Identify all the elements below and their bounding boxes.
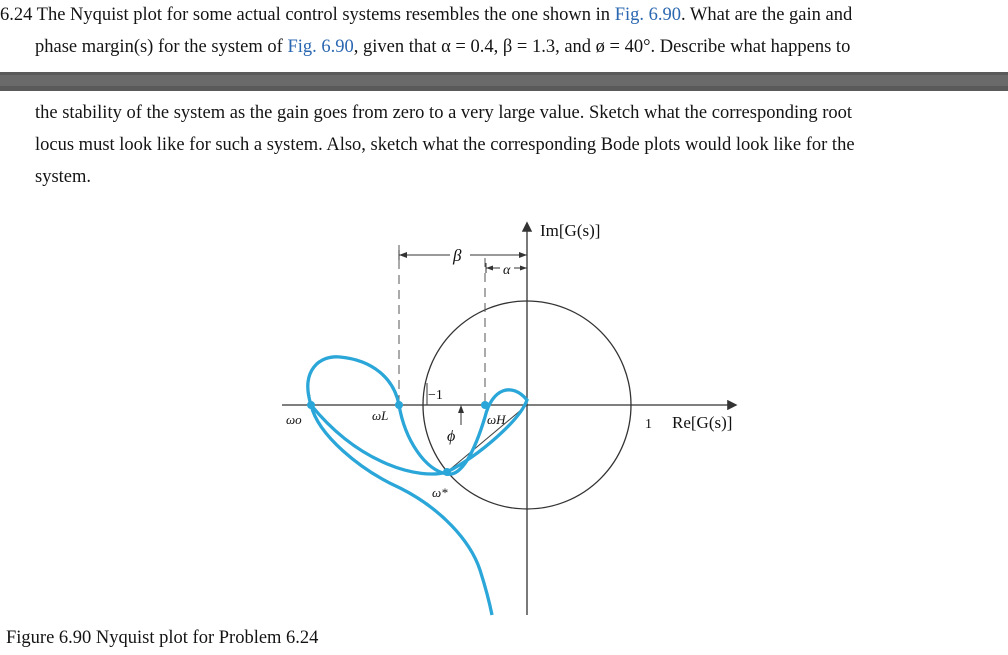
- alpha-arrow-right: [520, 266, 527, 271]
- omega-star-label: ω*: [432, 485, 448, 500]
- omega-star-point: [443, 468, 451, 476]
- omega-o-point: [307, 401, 315, 409]
- beta-arrow-left: [399, 252, 407, 258]
- figure-link[interactable]: Fig. 6.90: [287, 37, 354, 57]
- problem-line-2-text: phase margin(s) for the system of: [35, 37, 288, 57]
- alpha-label: α: [503, 263, 511, 278]
- omega-o-label: ωo: [286, 412, 302, 427]
- figure-link[interactable]: Fig. 6.90: [614, 5, 681, 25]
- problem-line-3: the stability of the system as the gain goes from zero to a very large value. Sketch what the corresponding root: [35, 103, 853, 123]
- nyquist-tail: [311, 405, 492, 615]
- omega-h-point: [481, 401, 489, 409]
- re-axis-label: Re[G(s)]: [672, 413, 733, 432]
- im-axis-label: Im[G(s)]: [540, 221, 601, 240]
- omega-h-label: ωH: [487, 412, 506, 427]
- problem-line-1-text: 6.24 The Nyquist plot for some actual control systems resembles the one shown in: [0, 5, 615, 25]
- omega-l-label: ωL: [372, 408, 389, 423]
- omega-l-point: [395, 401, 403, 409]
- beta-label: β: [453, 246, 462, 265]
- problem-line-1-tail: . What are the gain and: [681, 5, 853, 25]
- beta-arrow-right: [519, 252, 527, 258]
- phi-arrow-head: [458, 405, 464, 413]
- problem-line-2-tail: , given that α = 0.4, β = 1.3, and ø = 40°. Describe what happens to: [353, 37, 851, 57]
- problem-line-5: system.: [35, 167, 92, 187]
- one-label: 1: [645, 417, 652, 432]
- alpha-arrow-left: [486, 266, 493, 271]
- phi-label: ϕ: [447, 428, 456, 445]
- problem-line-4: locus must look like for such a system. Also, sketch what the corresponding Bode plots would look like for the: [35, 135, 855, 155]
- minus-one-label: −1: [428, 388, 443, 403]
- figure-caption: Figure 6.90 Nyquist plot for Problem 6.24: [6, 628, 319, 648]
